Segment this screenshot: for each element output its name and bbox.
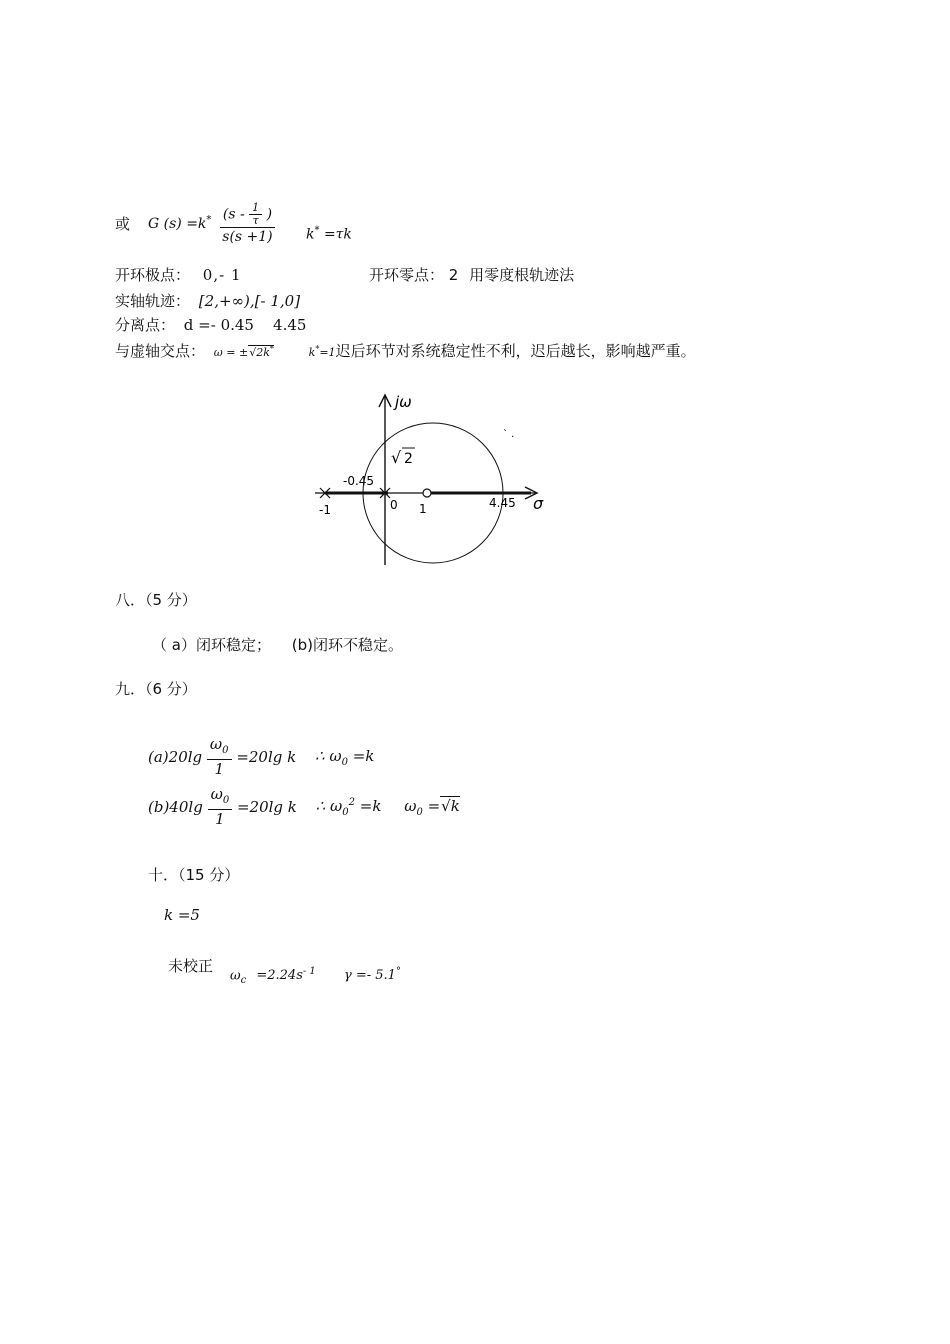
imag-sqrt: √2k*	[249, 344, 274, 359]
real-axis-line	[115, 290, 300, 311]
uncorrected-label: 未校正	[168, 957, 214, 975]
label-sigma: σ	[533, 494, 544, 513]
kstar-k: k	[306, 226, 315, 243]
stray-mark: ` .	[503, 429, 515, 440]
eq-a-num	[207, 736, 232, 760]
poles-line	[115, 264, 242, 285]
eq-b-fraction	[208, 786, 233, 828]
label-1: 1	[419, 502, 427, 516]
imag-kstar	[309, 346, 336, 359]
label-neg045: -0.45	[343, 474, 375, 488]
wc-sup: - 1	[302, 966, 316, 977]
eq-b-mid: =20lg k	[236, 798, 297, 816]
eq-b-omega-sqrt	[404, 796, 460, 818]
eq-b-omega: ω	[404, 796, 417, 815]
label-445: 4.45	[489, 496, 516, 510]
inner-den: τ	[252, 214, 259, 227]
eq-b-omega-sub: 0	[416, 806, 423, 818]
breakaway-label: 分离点：	[115, 316, 176, 334]
uncorrected-line	[168, 955, 213, 976]
imag-line	[115, 340, 696, 361]
zeros-line	[369, 264, 574, 285]
answer-a: （ a）闭环稳定；	[152, 636, 271, 654]
eq-b-sup: 2	[348, 796, 355, 808]
eq-b-num-omega: ω	[210, 785, 223, 803]
eq-b-sqrt: √k	[441, 796, 460, 815]
imag-label: 与虚轴交点：	[115, 342, 206, 360]
label-sqrt2: 2	[404, 451, 413, 467]
breakaway-value: d =- 0.45 4.45	[183, 316, 307, 334]
eq-b-sqrt-arg: k	[450, 796, 460, 815]
kstar-star: *	[314, 225, 320, 236]
zeros-label: 开环零点：	[369, 266, 445, 284]
eq-b-therefore-sym: ∴ ω	[315, 796, 343, 815]
imag-star: *	[269, 344, 274, 354]
fraction-denominator: s(s +1)	[222, 229, 273, 245]
gamma-value: γ =- 5.1	[343, 968, 396, 984]
imag-k: k	[308, 346, 316, 359]
section-8-heading: 八．（5 分）	[115, 591, 197, 609]
label-neg1: -1	[319, 503, 331, 517]
poles-value: 0,- 1	[202, 266, 242, 284]
eq-b-num-sub: 0	[222, 795, 230, 806]
section-8-answers	[152, 634, 403, 655]
k-star-sup: *	[206, 214, 212, 226]
equation-a	[148, 736, 374, 778]
kstar-relation	[306, 225, 352, 243]
imag-kval: =1	[319, 346, 336, 359]
eq-b-pre: (b)40lg	[148, 798, 203, 816]
eq-b-therefore	[315, 796, 382, 818]
k-value: k =5	[164, 906, 200, 924]
eq-a-num-sub: 0	[222, 745, 229, 756]
imag-k-star: *	[315, 344, 320, 354]
poles-label: 开环极点：	[115, 266, 191, 284]
zero-marker-1	[423, 489, 431, 497]
kstar-rhs: =τk	[323, 226, 352, 243]
breakaway-line	[115, 314, 306, 335]
eq-a-num-omega: ω	[209, 735, 223, 753]
fraction-numerator	[220, 202, 275, 228]
section-9-heading: 九．（6 分）	[115, 680, 197, 698]
imag-note: 迟后环节对系统稳定性不利，迟后越长，影响越严重。	[335, 342, 696, 360]
label-0: 0	[390, 498, 398, 512]
imag-omega: ω = ±	[213, 346, 249, 359]
label-jw: jω	[395, 393, 412, 411]
eq-b-eq: =	[427, 796, 441, 815]
gamma-degree: °	[395, 966, 401, 977]
eq-a-rhs: =k	[352, 746, 375, 765]
eq-b-sub: 0	[342, 806, 349, 818]
or-label: 或	[115, 215, 131, 233]
uncorrected-values	[230, 966, 401, 986]
transfer-fraction	[220, 202, 275, 246]
answer-b: (b)闭环不稳定。	[291, 636, 403, 654]
wc-omega: ω	[230, 968, 241, 984]
eq-a-fraction	[207, 736, 232, 778]
equation-b	[148, 786, 460, 828]
label-sqrt-symbol: √	[391, 448, 402, 467]
eq-a-den: 1	[214, 760, 224, 778]
eq-b-den: 1	[215, 810, 225, 828]
real-axis-value: [2,+∞),[- 1,0]	[198, 292, 301, 310]
inner-num: 1	[249, 202, 262, 215]
imag-sqrt-arg: 2k	[256, 346, 270, 359]
eq-a-therefore-sym: ∴ ω	[315, 746, 342, 765]
eq-b-num	[208, 786, 233, 810]
eq-a-sub: 0	[341, 756, 348, 768]
transfer-function	[148, 202, 275, 246]
num-pre: (s -	[222, 206, 245, 223]
eq-a-therefore	[315, 746, 375, 768]
wc-value: =2.24s	[256, 968, 303, 984]
eq-b-rhs: =k	[359, 796, 382, 815]
root-locus-diagram	[305, 385, 565, 575]
real-axis-label: 实轴轨迹：	[115, 292, 191, 310]
inner-fraction	[249, 202, 262, 227]
eq-a-pre: (a)20lg	[148, 748, 203, 766]
num-post: )	[266, 206, 273, 223]
wc-sub: c	[240, 974, 247, 986]
section-10-heading: 十．（15 分）	[148, 866, 240, 884]
eq-a-mid: =20lg k	[236, 748, 297, 766]
zeros-note: 用零度根轨迹法	[469, 266, 575, 284]
transfer-lhs: G (s) =k	[148, 216, 207, 232]
zeros-value: 2	[448, 266, 459, 284]
